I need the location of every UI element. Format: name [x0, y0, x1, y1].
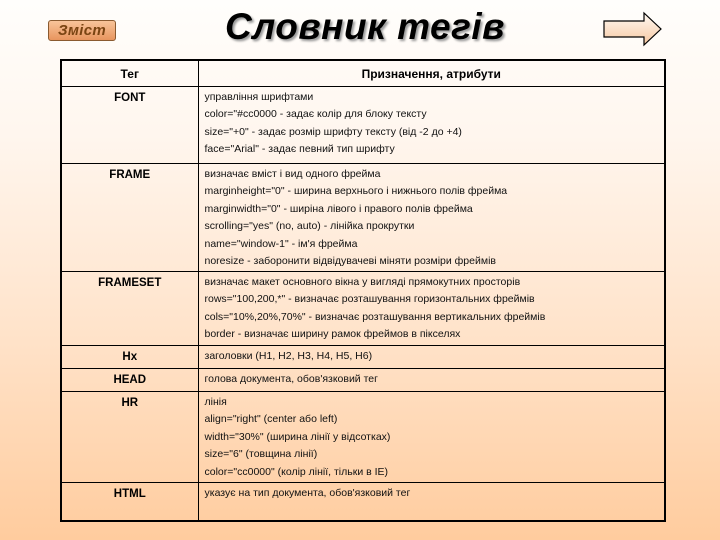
tag-description [198, 483, 665, 521]
tag-name: FRAMESET [61, 272, 198, 346]
tag-name: HTML [61, 483, 198, 521]
tag-name: HR [61, 392, 198, 483]
description-line: marginwidth="0" - ширіна лівого і правого полів фрейма [204, 202, 473, 215]
description-line: scrolling="yes" (no, auto) - лінійка прокрутки [204, 220, 415, 233]
tag-name: HEAD [61, 369, 198, 392]
tag-name: Hx [61, 346, 198, 369]
description-line: rows="100,200,*" - визначає розташування горизонтальних фреймів [204, 293, 535, 306]
description-line: заголовки (H1, H2, H3, H4, H5, H6) [204, 350, 373, 362]
description-line: width="30%" (ширина лінії у відсотках) [204, 430, 391, 443]
description-line: указує на тип документа, обов'язковий тег [204, 487, 411, 499]
table-row [61, 164, 665, 272]
column-header-tag: Тег [61, 60, 198, 87]
description-line: cols="10%,20%,70%" - визначає розташування вертикальних фреймів [204, 310, 546, 323]
description-line: noresize - заборонити відвідувачеві міняти розміри фреймів [204, 254, 496, 267]
description-line: border - визначає ширину рамок фреймов в пікселях [204, 328, 461, 341]
table-header-row [61, 60, 665, 87]
tag-description [198, 87, 665, 164]
table-row [61, 483, 665, 521]
column-header-description: Призначення, атрибути [198, 60, 665, 87]
description-line: визначає макет основного вікна у вигляді прямокутних просторів [204, 276, 521, 288]
table-row [61, 346, 665, 369]
tag-description [198, 392, 665, 483]
right-arrow-icon[interactable] [602, 11, 664, 47]
table-row [61, 272, 665, 346]
description-line: голова документа, обов'язковий тег [204, 373, 378, 385]
tag-description [198, 272, 665, 346]
table-row [61, 392, 665, 483]
tag-name: FRAME [61, 164, 198, 272]
description-line: size="6" (товщина лінії) [204, 448, 318, 461]
tag-description [198, 164, 665, 272]
tag-name: FONT [61, 87, 198, 164]
table-row [61, 87, 665, 164]
tag-description [198, 346, 665, 369]
description-line: визначає вміст і вид одного фрейма [204, 168, 381, 180]
tag-dictionary-table [60, 59, 666, 522]
contents-button[interactable] [48, 20, 116, 41]
description-line: name="window-1" - ім'я фрейма [204, 237, 358, 250]
description-line: size="+0" - задає розмір шрифту тексту (від -2 до +4) [204, 125, 462, 138]
description-line: marginheight="0" - ширина верхнього і нижнього полів фрейма [204, 185, 508, 198]
page-title: Словник тегів [224, 6, 506, 47]
description-line: align="right" (center або left) [204, 413, 338, 426]
description-line: управління шрифтами [204, 91, 314, 103]
table-row [61, 369, 665, 392]
description-line: лінія [204, 396, 227, 408]
description-line: color="#cc0000 - задає колір для блоку тексту [204, 108, 427, 121]
description-line: color="cc0000" (колір лінії, тільки в IE) [204, 465, 389, 478]
tag-description [198, 369, 665, 392]
contents-button-label: Зміст [57, 22, 107, 39]
description-line: face="Arial" - задає певний тип шрифту [204, 143, 395, 156]
